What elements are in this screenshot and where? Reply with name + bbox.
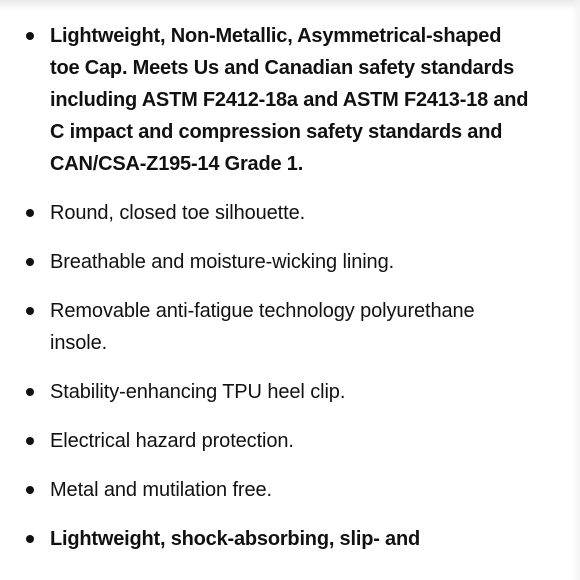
feature-item-shock-absorbing (0, 523, 580, 555)
feature-item-lining (0, 246, 580, 278)
scroll-edge-fade (572, 0, 580, 580)
bullet-dot-icon (26, 535, 34, 543)
bullet-dot-icon (26, 258, 34, 266)
feature-text: Removable anti-fatigue technology polyurethane insole. (50, 300, 475, 354)
bullet-dot-icon (26, 388, 34, 396)
feature-item-toe-cap (0, 20, 580, 180)
bullet-dot-icon (26, 32, 34, 40)
bullet-dot-icon (26, 486, 34, 494)
feature-text: Stability-enhancing TPU heel clip. (50, 381, 346, 403)
feature-text: Electrical hazard protection. (50, 430, 294, 452)
feature-item-heel-clip (0, 376, 580, 408)
product-feature-list (0, 20, 580, 572)
bullet-dot-icon (26, 209, 34, 217)
feature-text: Breathable and moisture-wicking lining. (50, 251, 395, 273)
top-shadow-divider (0, 0, 580, 10)
feature-item-insole (0, 295, 580, 359)
feature-text: Lightweight, shock-absorbing, slip- and (50, 528, 420, 550)
feature-item-silhouette (0, 197, 580, 229)
feature-text: Round, closed toe silhouette. (50, 202, 306, 224)
feature-text: Metal and mutilation free. (50, 479, 272, 501)
feature-item-electrical-hazard (0, 425, 580, 457)
bullet-dot-icon (26, 437, 34, 445)
feature-text: Lightweight, Non-Metallic, Asymmetrical-shaped toe Cap. Meets Us and Canadian safety standards including ASTM F2412-18a and ASTM F2413-18 and C impact and compression safety standards and CAN/CSA-Z195-14 Grade 1. (50, 25, 529, 175)
bullet-dot-icon (26, 307, 34, 315)
feature-item-metal-free (0, 474, 580, 506)
